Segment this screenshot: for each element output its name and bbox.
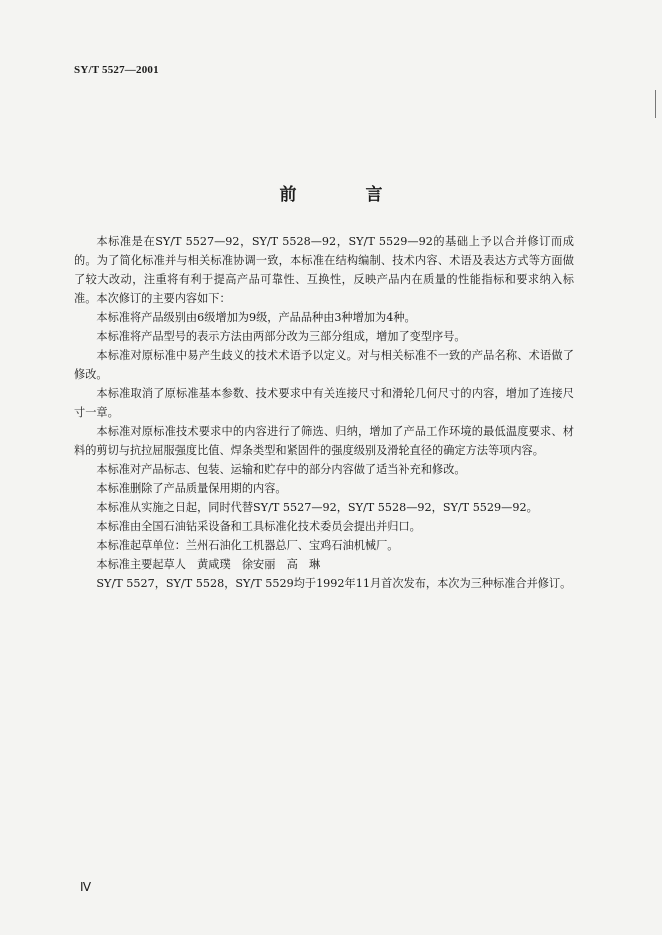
- paragraph: 本标准将产品型号的表示方法由两部分改为三部分组成，增加了变型序号。: [96, 330, 466, 343]
- paragraph: 本标准将产品级别由6级增加为9级，产品品种由3种增加为4种。: [96, 311, 416, 324]
- paragraph: 本标准是在SY/T 5527—92，SY/T 5528—92，SY/T 5529—92的基础上予以合并修订而成的。为了简化标准并与相关标准协调一致，本标准在结构编制、技术内容、术语及表达方式等方面做了较大改动，注重将有利于提高产品可靠性、互换性，反映产品内在质量的性能指标和要求纳入标准。本次修订的主要内容如下：: [74, 235, 574, 305]
- foreword-body: [74, 232, 574, 593]
- paragraph: 本标准对原标准技术要求中的内容进行了筛选、归纳，增加了产品工作环境的最低温度要求、材料的剪切与抗拉屈服强度比值、焊条类型和紧固件的强度级别及滑轮直径的确定方法等项内容。: [74, 425, 574, 457]
- paragraph: 本标准由全国石油钻采设备和工具标准化技术委员会提出并归口。: [96, 520, 421, 533]
- paragraph: 本标准取消了原标准基本参数、技术要求中有关连接尺寸和滑轮几何尺寸的内容，增加了连接尺寸一章。: [74, 387, 574, 419]
- margin-mark: [655, 90, 656, 118]
- page-number: Ⅳ: [80, 880, 92, 894]
- paragraph: 本标准删除了产品质量保用期的内容。: [96, 482, 287, 495]
- page-title: 前 言: [279, 185, 409, 205]
- paragraph: 本标准主要起草人 黄咸璞 徐安丽 高 琳: [96, 558, 321, 571]
- paragraph: SY/T 5527，SY/T 5528，SY/T 5529均于1992年11月首次发布，本次为三种标准合并修订。: [96, 577, 572, 590]
- paragraph: 本标准对原标准中易产生歧义的技术术语予以定义。对与相关标准不一致的产品名称、术语做了修改。: [74, 349, 574, 381]
- paragraph: 本标准对产品标志、包装、运输和贮存中的部分内容做了适当补充和修改。: [96, 463, 466, 476]
- standard-number: SY/T 5527—2001: [74, 64, 159, 76]
- paragraph: 本标准从实施之日起，同时代替SY/T 5527—92，SY/T 5528—92，SY/T 5529—92。: [96, 501, 538, 514]
- paragraph: 本标准起草单位：兰州石油化工机器总厂、宝鸡石油机械厂。: [96, 539, 399, 552]
